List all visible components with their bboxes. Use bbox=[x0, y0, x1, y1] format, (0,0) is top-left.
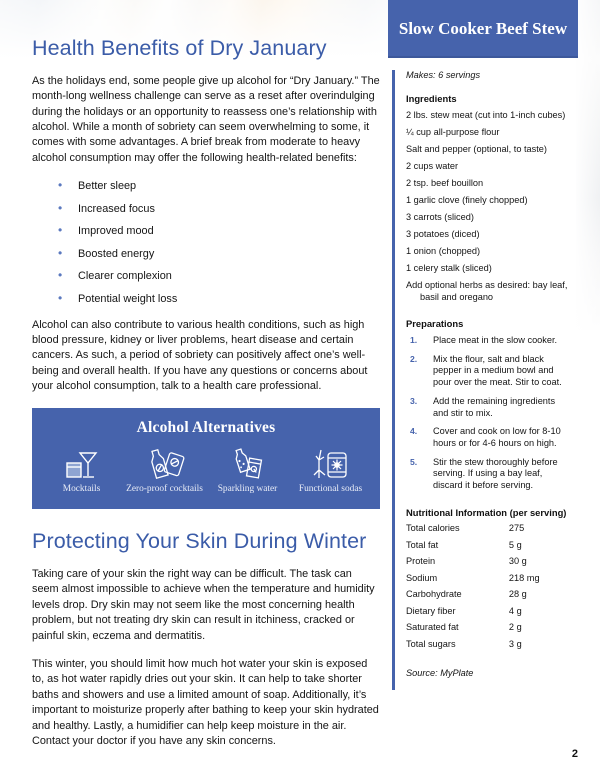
cocktail-glass-icon bbox=[42, 446, 122, 480]
recipe-source: Source: MyPlate bbox=[406, 668, 474, 679]
callout-item-functional-sodas bbox=[291, 446, 371, 496]
preparations-list bbox=[406, 335, 572, 492]
table-row bbox=[406, 556, 572, 573]
list-item: • Potential weight loss bbox=[58, 292, 380, 306]
table-row bbox=[406, 540, 572, 557]
article2-title: Protecting Your Skin During Winter bbox=[32, 529, 367, 554]
list-item: Stir the stew thoroughly before serving. If using a bay leaf, discard it before serving. bbox=[433, 456, 558, 491]
list-item: 1 celery stalk (sliced) bbox=[406, 263, 492, 273]
list-item: • Improved mood bbox=[58, 224, 380, 238]
nutrition-value: 28 g bbox=[508, 589, 527, 600]
callout-label: Mocktails bbox=[62, 483, 101, 494]
list-item: • Better sleep bbox=[58, 179, 380, 193]
nutrition-label: Total calories bbox=[406, 523, 460, 534]
list-item: Cover and cook on low for 8-10 hours or for 4-6 hours on high. bbox=[433, 426, 561, 448]
nutrition-value: 4 g bbox=[508, 605, 522, 616]
nutrition-label: Total fat bbox=[406, 539, 439, 550]
list-item: Place meat in the slow cooker. bbox=[433, 335, 558, 345]
recipe-sidebar bbox=[388, 0, 578, 678]
article1-closing: Alcohol can also contribute to various health conditions, such as high blood pressure, kidney or liver problems, heart disease and certain cancers. As such, a period of sobriety can positively affect one’s well-being and overall health. If you have any questions or concerns about your alcohol consumption, talk to a health care professional. bbox=[32, 318, 368, 393]
table-row bbox=[406, 606, 572, 623]
nutrition-value: 5 g bbox=[508, 539, 522, 550]
list-item: Mix the flour, salt and black pepper in a medium bowl and pour over the meat. Stir to coat. bbox=[433, 353, 562, 388]
nutrition-value: 2 g bbox=[508, 622, 522, 633]
list-item: 2 tsp. beef bouillon bbox=[406, 178, 484, 188]
article1-title: Health Benefits of Dry January bbox=[32, 36, 327, 60]
list-item: 1 onion (chopped) bbox=[406, 246, 481, 256]
sidebar-vertical-rule bbox=[392, 70, 395, 690]
callout-label: Sparkling water bbox=[217, 483, 278, 494]
ingredients-heading: Ingredients bbox=[406, 93, 457, 104]
table-row bbox=[406, 589, 572, 606]
article2-paragraph1: Taking care of your skin the right way can be difficult. The task can seem almost impossible to achieve when the temperature and humidity levels drop. Dry skin may not seem like the most concerning health problem, but not treating dry skin can result in itchiness, cracked or painful skin, eczema and dermatitis. bbox=[32, 567, 375, 642]
article2-paragraph2: This winter, you should limit how much hot water your skin is exposed to, as hot water rapidly dries out your skin. It can help to take shorter baths and showers and use a limited amount of soap. Additionally, it’s important to moisturize properly after bathing to keep your skin hydrated and healthy. Lastly, a humidifier can help keep moisture in the air. Contact your doctor if you have any skin concerns. bbox=[32, 657, 379, 747]
nutrition-label: Saturated fat bbox=[406, 622, 459, 633]
table-row bbox=[406, 573, 572, 590]
list-item: • Clearer complexion bbox=[58, 269, 380, 283]
list-item: • Boosted energy bbox=[58, 247, 380, 261]
list-item: ¼ cup all-purpose flour bbox=[406, 127, 500, 137]
list-item: • Increased focus bbox=[58, 202, 380, 216]
recipe-servings: Makes: 6 servings bbox=[406, 70, 481, 80]
list-item: 1 garlic clove (finely chopped) bbox=[406, 195, 528, 205]
nutrition-table bbox=[406, 523, 572, 655]
callout-item-sparkling-water bbox=[208, 446, 288, 496]
table-row bbox=[406, 639, 572, 656]
table-row bbox=[406, 622, 572, 639]
alcohol-alternatives-callout bbox=[32, 408, 380, 510]
benefits-list bbox=[32, 179, 380, 306]
list-item: 3 carrots (sliced) bbox=[406, 212, 474, 222]
callout-item-mocktails bbox=[42, 446, 122, 496]
list-item: 2 lbs. stew meat (cut into 1-inch cubes) bbox=[406, 110, 566, 120]
sparkling-water-bottle-icon bbox=[208, 446, 288, 480]
callout-items bbox=[40, 446, 372, 496]
nutrition-label: Dietary fiber bbox=[406, 605, 456, 616]
list-item: Salt and pepper (optional, to taste) bbox=[406, 144, 547, 154]
recipe-body bbox=[388, 70, 578, 678]
list-item: Add optional herbs as desired: bay leaf, basil and oregano bbox=[406, 280, 568, 302]
article1-intro: As the holidays end, some people give up alcohol for “Dry January.” The month-long wellness challenge can serve as a reset after overindulging during the holidays or an opportunity to reassess one’s relationship with alcohol. While a month of sobriety can seem overwhelming to some, it comes with some advantages. A brief break from moderate to heavy alcohol consumption may offer the following health-related benefits: bbox=[32, 74, 380, 164]
callout-item-zero-proof bbox=[125, 446, 205, 496]
nutrition-value: 30 g bbox=[508, 556, 527, 567]
main-column bbox=[32, 36, 380, 749]
recipe-title: Slow Cooker Beef Stew bbox=[398, 19, 568, 38]
page-number: 2 bbox=[571, 748, 578, 760]
nutrition-label: Carbohydrate bbox=[406, 589, 462, 600]
list-item: 2 cups water bbox=[406, 161, 459, 171]
callout-label: Functional sodas bbox=[298, 483, 363, 494]
list-item: 3 potatoes (diced) bbox=[406, 229, 480, 239]
ingredients-list bbox=[406, 110, 572, 303]
nutrition-label: Total sugars bbox=[406, 638, 456, 649]
nutrition-label: Protein bbox=[406, 556, 436, 567]
list-item: Add the remaining ingredients and stir to mix. bbox=[433, 395, 556, 418]
functional-soda-can-icon bbox=[291, 446, 371, 480]
nutrition-heading: Nutritional Information (per serving) bbox=[406, 506, 567, 518]
nutrition-label: Sodium bbox=[406, 572, 438, 583]
callout-label: Zero-proof cocktails bbox=[126, 483, 203, 494]
nutrition-value: 3 g bbox=[508, 638, 522, 649]
bottles-no-alcohol-icon bbox=[125, 446, 205, 480]
callout-title: Alcohol Alternatives bbox=[136, 418, 276, 436]
recipe-header bbox=[388, 0, 578, 58]
table-row bbox=[406, 523, 572, 540]
nutrition-value: 275 bbox=[508, 523, 525, 534]
preparations-heading: Preparations bbox=[406, 318, 464, 329]
nutrition-value: 218 mg bbox=[508, 572, 540, 583]
